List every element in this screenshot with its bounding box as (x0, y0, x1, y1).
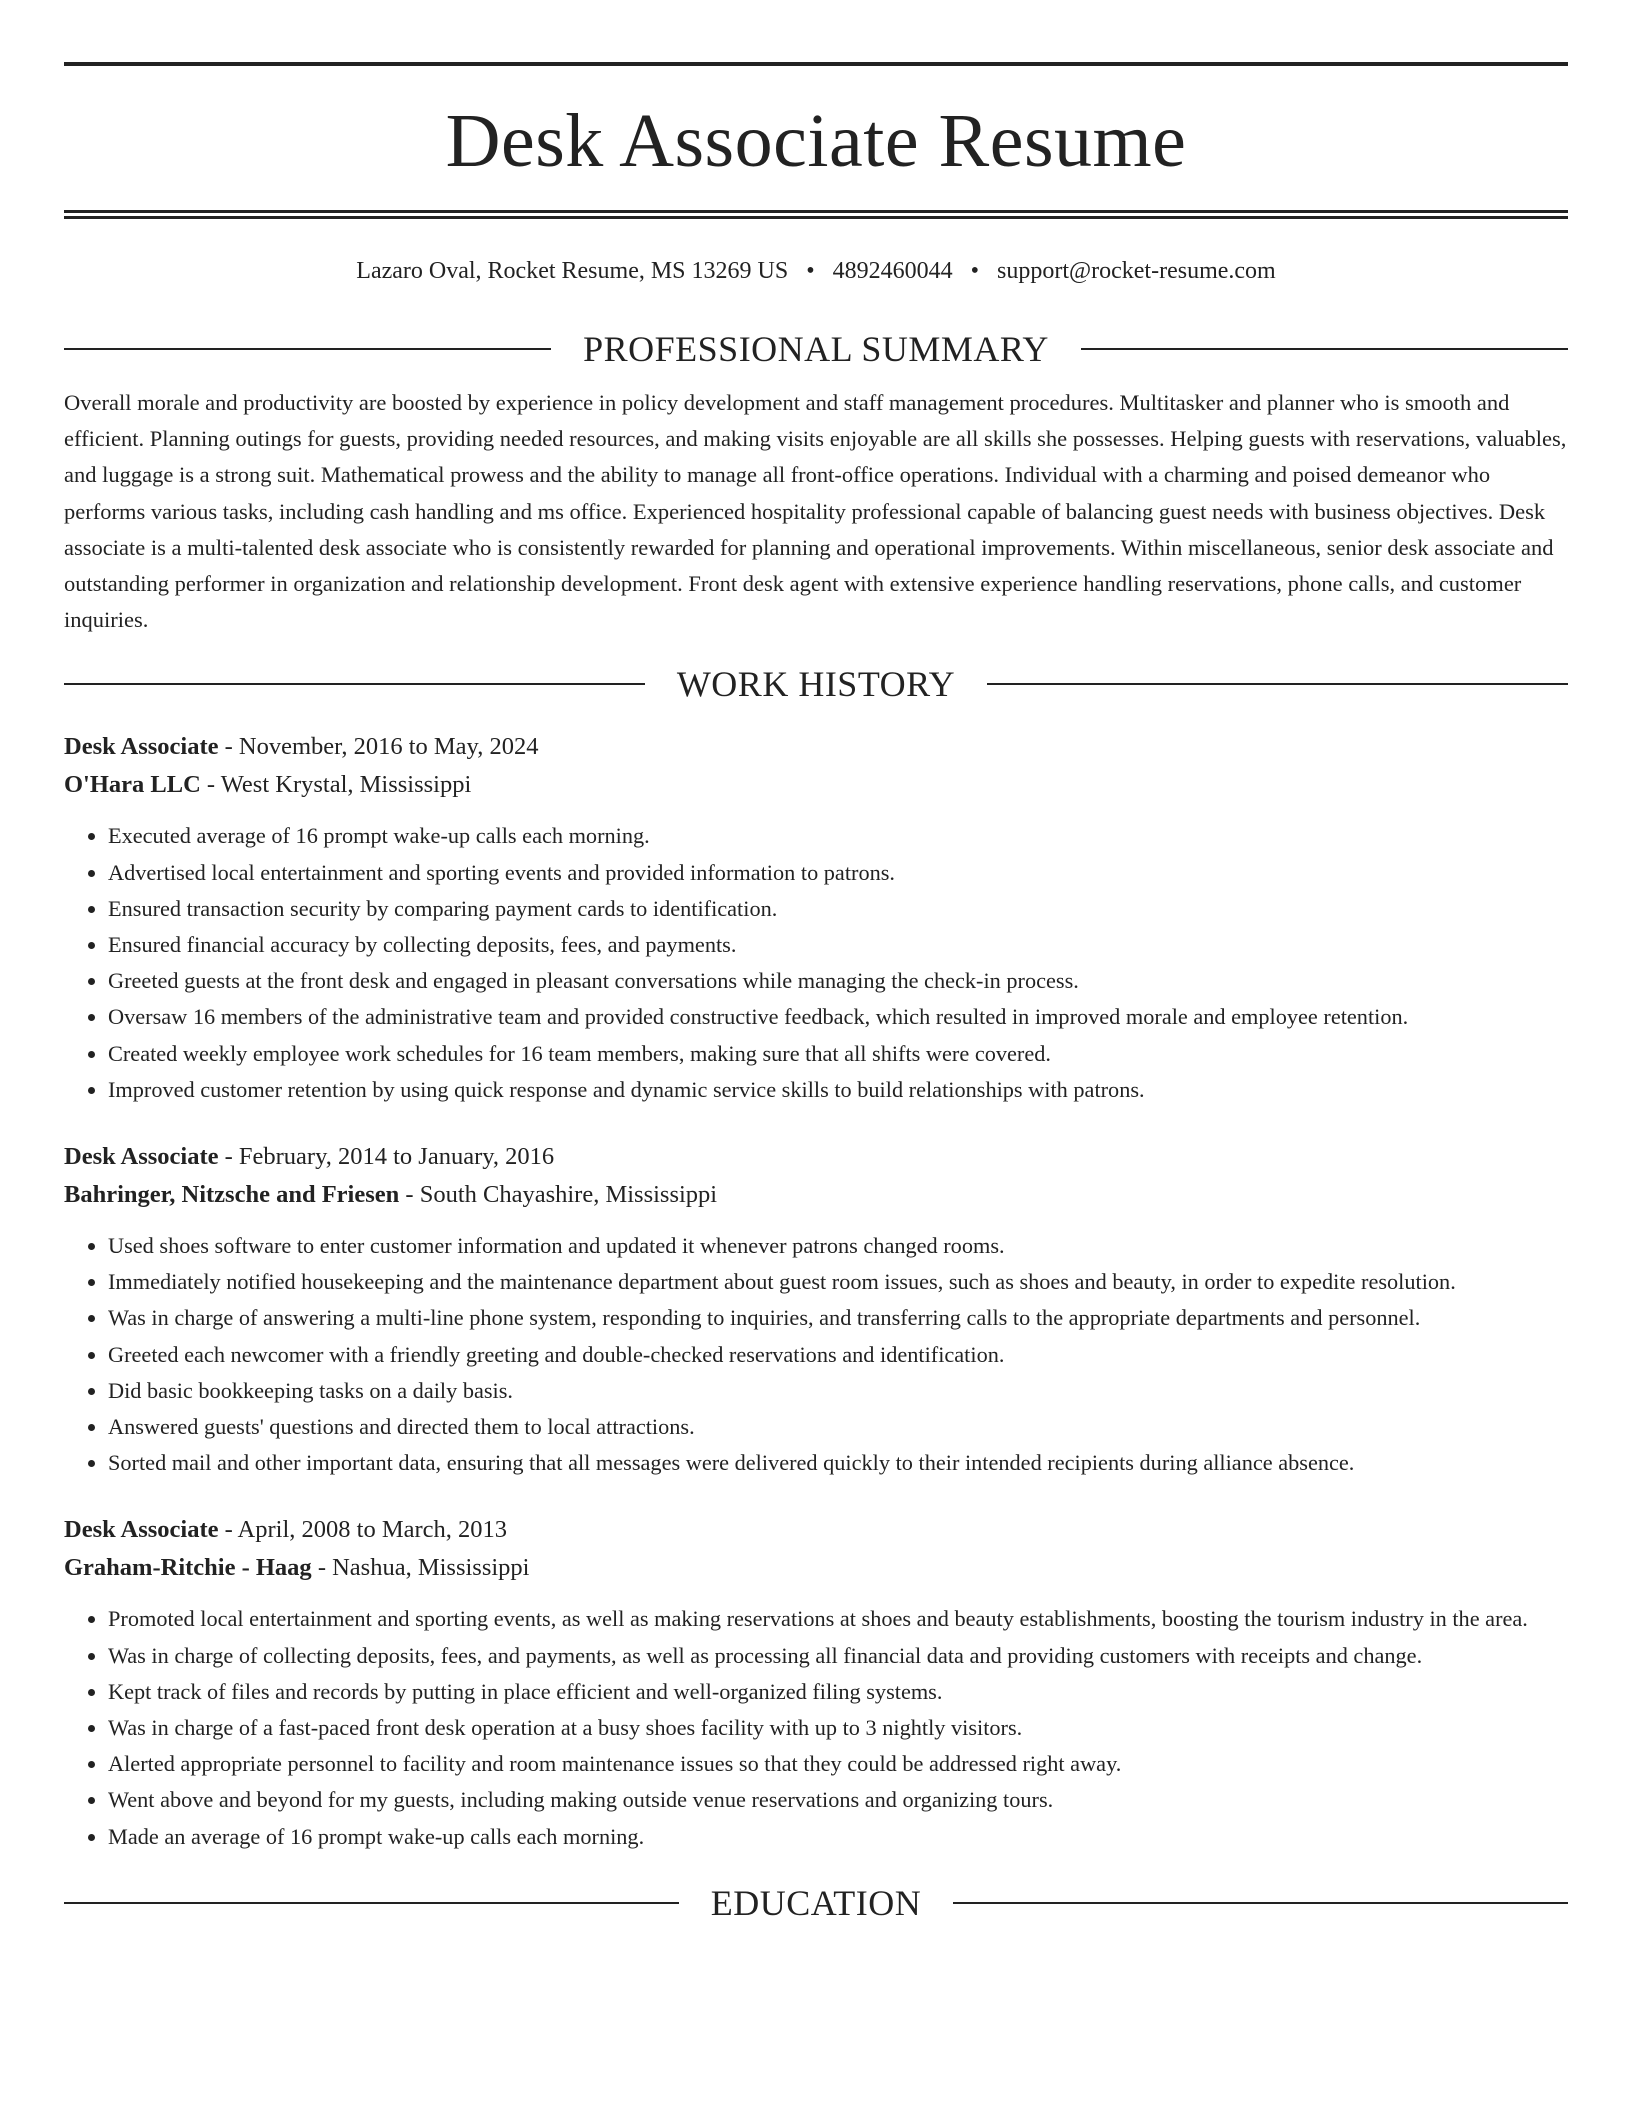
contact-separator: • (806, 258, 815, 284)
job-bullet: • Went above and beyond for my guests, including making outside venue reservations and organizing tours. (108, 1782, 1568, 1818)
job-company: Bahringer, Nitzsche and Friesen (64, 1181, 400, 1209)
job-title: Desk Associate (64, 1516, 219, 1544)
job-company-line (64, 1176, 1568, 1214)
section-heading-education (64, 1881, 1568, 1925)
professional-summary-text: Overall morale and productivity are boosted by experience in policy development and staff management procedures. Multitasker and planner who is smooth and efficient. Planning outings for guests, providing needed resources, and making visits enjoyable are all skills she possesses. Helping guests with reservations, valuables, and luggage is a strong suit. Mathematical prowess and the ability to manage all front-office operations. Individual with a charming and poised demeanor who performs various tasks, including cash handling and ms office. Experienced hospitality professional capable of balancing guest needs with business objectives. Desk associate is a multi-talented desk associate who is consistently rewarded for planning and operational improvements. Within miscellaneous, senior desk associate and outstanding performer in organization and relationship development. Front desk agent with extensive experience handling reservations, phone calls, and customer inquiries. (64, 390, 1567, 633)
job-bullet: • Was in charge of a fast-paced front desk operation at a busy shoes facility with up to 3 nightly visitors. (108, 1710, 1568, 1746)
top-rule (64, 62, 1568, 66)
job-company: Graham-Ritchie - Haag (64, 1554, 312, 1582)
job-bullet: • Was in charge of collecting deposits, fees, and payments, as well as processing all financial data and providing customers with receipts and change. (108, 1638, 1568, 1674)
section-title: EDUCATION (710, 1882, 922, 1923)
job-bullet: • Ensured transaction security by comparing payment cards to identification. (108, 891, 1568, 927)
heading-rule (64, 1902, 679, 1904)
job-entry (64, 728, 1568, 1108)
contact-phone: 4892460044 (832, 258, 953, 284)
job-bullet: • Alerted appropriate personnel to facility and room maintenance issues so that they could be addressed right away. (108, 1746, 1568, 1782)
job-title: Desk Associate (64, 733, 219, 761)
job-bullet-list (64, 1228, 1568, 1481)
contact-email: support@rocket-resume.com (997, 258, 1276, 284)
job-bullet: • Advertised local entertainment and sporting events and provided information to patrons. (108, 855, 1568, 891)
job-company-line (64, 766, 1568, 804)
page-title: Desk Associate Resume (445, 99, 1187, 183)
job-bullet: • Was in charge of answering a multi-line phone system, responding to inquiries, and transferring calls to the appropriate departments and personnel. (108, 1300, 1568, 1336)
job-bullet: • Used shoes software to enter customer information and updated it whenever patrons changed rooms. (108, 1228, 1568, 1264)
job-bullet: • Immediately notified housekeeping and the maintenance department about guest room issues, such as shoes and beauty, in order to expedite resolution. (108, 1264, 1568, 1300)
job-bullet-list (64, 818, 1568, 1108)
job-bullet: • Made an average of 16 prompt wake-up calls each morning. (108, 1819, 1568, 1855)
resume-page (64, 0, 1568, 1925)
job-location: - Nashua, Mississippi (311, 1554, 530, 1582)
job-title: Desk Associate (64, 1143, 219, 1171)
job-bullet: • Executed average of 16 prompt wake-up calls each morning. (108, 818, 1568, 854)
job-bullet: • Kept track of files and records by putting in place efficient and well-organized filing systems. (108, 1674, 1568, 1710)
job-location: - West Krystal, Mississippi (200, 771, 472, 799)
section-heading-work-history (64, 662, 1568, 706)
work-history-list (64, 728, 1568, 1854)
job-bullet: • Improved customer retention by using quick response and dynamic service skills to build relationships with patrons. (108, 1072, 1568, 1108)
section-heading-summary (64, 327, 1568, 371)
job-bullet: • Created weekly employee work schedules for 16 team members, making sure that all shifts were covered. (108, 1036, 1568, 1072)
job-company: O'Hara LLC (64, 771, 201, 799)
heading-rule (1081, 348, 1568, 350)
job-title-line (64, 1138, 1568, 1176)
job-title-line (64, 1511, 1568, 1549)
job-bullet: • Ensured financial accuracy by collecting deposits, fees, and payments. (108, 927, 1568, 963)
heading-rule (64, 348, 551, 350)
job-bullet: • Oversaw 16 members of the administrative team and provided constructive feedback, which resulted in improved morale and employee retention. (108, 999, 1568, 1035)
job-bullet: • Greeted each newcomer with a friendly greeting and double-checked reservations and identification. (108, 1337, 1568, 1373)
job-location: - South Chayashire, Mississippi (399, 1181, 718, 1209)
job-bullet: • Greeted guests at the front desk and engaged in pleasant conversations while managing the check-in process. (108, 963, 1568, 999)
job-entry (64, 1138, 1568, 1481)
job-dates: - November, 2016 to May, 2024 (218, 733, 539, 761)
heading-rule (953, 1902, 1568, 1904)
section-title: PROFESSIONAL SUMMARY (583, 329, 1049, 369)
heading-rule (987, 683, 1568, 685)
job-title-line (64, 728, 1568, 766)
contact-address: Lazaro Oval, Rocket Resume, MS 13269 US (356, 258, 789, 284)
job-bullet: • Did basic bookkeeping tasks on a daily basis. (108, 1373, 1568, 1409)
job-bullet: • Sorted mail and other important data, ensuring that all messages were delivered quickly to their intended recipients during alliance absence. (108, 1445, 1568, 1481)
job-bullet: • Answered guests' questions and directed them to local attractions. (108, 1409, 1568, 1445)
job-dates: - April, 2008 to March, 2013 (218, 1516, 508, 1544)
job-bullet: • Promoted local entertainment and sporting events, as well as making reservations at shoes and beauty establishments, boosting the tourism industry in the area. (108, 1601, 1568, 1637)
title-double-rule (64, 210, 1568, 219)
section-title: WORK HISTORY (676, 664, 956, 705)
job-bullet-list (64, 1601, 1568, 1854)
heading-rule (64, 683, 645, 685)
job-dates: - February, 2014 to January, 2016 (218, 1143, 555, 1171)
job-company-line (64, 1549, 1568, 1587)
contact-line (64, 255, 1568, 287)
job-entry (64, 1511, 1568, 1854)
contact-separator: • (970, 258, 980, 284)
